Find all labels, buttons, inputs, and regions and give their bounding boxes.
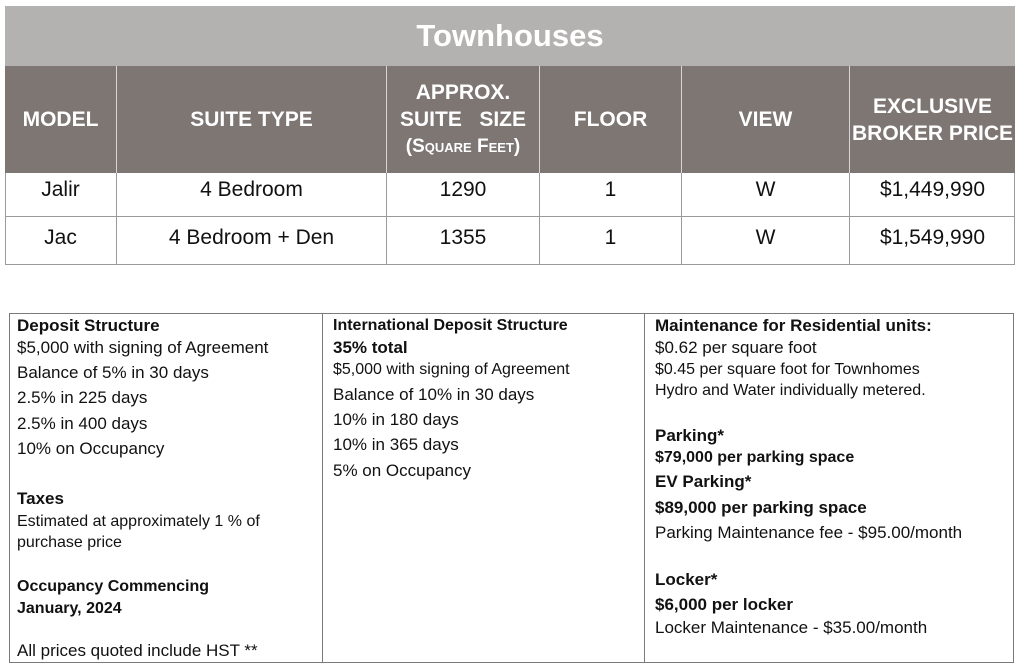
maintenance-text: $0.45 per square foot for Townhomes bbox=[655, 361, 920, 378]
cell-floor: 1 bbox=[604, 226, 617, 249]
deposit-item: Balance of 5% in 30 days bbox=[17, 363, 209, 382]
international-deposit-column bbox=[333, 314, 643, 662]
taxes-text: Estimated at approximately 1 % of bbox=[17, 513, 260, 530]
pricing-table bbox=[5, 6, 1015, 265]
cell-view: W bbox=[755, 226, 776, 249]
deposit-structure-column bbox=[17, 314, 317, 662]
header-view: VIEW bbox=[738, 108, 793, 131]
taxes-text: purchase price bbox=[17, 534, 122, 551]
deposit-item: 10% on Occupancy bbox=[17, 439, 165, 458]
header-suite-size-line1: APPROX. bbox=[415, 81, 511, 104]
international-item: 10% in 365 days bbox=[333, 435, 459, 454]
deposit-item: 2.5% in 400 days bbox=[17, 414, 148, 433]
cell-price: $1,449,990 bbox=[879, 178, 986, 201]
row-divider bbox=[5, 216, 1015, 217]
header-suite-type: SUITE TYPE bbox=[190, 108, 313, 131]
column-divider bbox=[322, 314, 323, 662]
international-item: 10% in 180 days bbox=[333, 410, 459, 429]
parking-price: $79,000 per parking space bbox=[655, 449, 855, 466]
cell-model: Jalir bbox=[41, 178, 80, 201]
locker-fee: Locker Maintenance - $35.00/month bbox=[655, 618, 928, 637]
parking-fee: Parking Maintenance fee - $95.00/month bbox=[655, 523, 963, 542]
header-price-line1: EXCLUSIVE bbox=[872, 94, 993, 118]
cell-floor: 1 bbox=[604, 178, 617, 201]
maintenance-column bbox=[655, 314, 1010, 662]
occupancy-date: January, 2024 bbox=[17, 600, 122, 617]
table-row bbox=[5, 169, 1015, 217]
row-divider bbox=[5, 264, 1015, 265]
cell-price: $1,549,990 bbox=[879, 226, 986, 249]
cell-suite-type: 4 Bedroom + Den bbox=[168, 226, 335, 249]
header-price-line2: BROKER PRICE bbox=[851, 121, 1014, 145]
deposit-item: $5,000 with signing of Agreement bbox=[17, 338, 269, 357]
info-box bbox=[9, 313, 1014, 663]
table-title: Townhouses bbox=[5, 6, 1015, 66]
international-item: $5,000 with signing of Agreement bbox=[333, 361, 570, 378]
international-item: Balance of 10% in 30 days bbox=[333, 385, 535, 404]
hst-note: All prices quoted include HST ** bbox=[17, 641, 258, 660]
maintenance-text: $0.62 per square foot bbox=[655, 338, 817, 357]
header-price bbox=[850, 66, 1015, 173]
deposit-item: 2.5% in 225 days bbox=[17, 388, 148, 407]
locker-heading: Locker* bbox=[655, 570, 718, 589]
header-suite-size-line3: (Square Feet) bbox=[405, 136, 521, 157]
international-total: 35% total bbox=[333, 338, 408, 357]
cell-model: Jac bbox=[44, 226, 77, 249]
taxes-heading: Taxes bbox=[17, 489, 64, 508]
table-header-row bbox=[5, 66, 1015, 173]
ev-parking-heading: EV Parking* bbox=[655, 472, 752, 491]
cell-size: 1355 bbox=[439, 226, 487, 249]
parking-heading: Parking* bbox=[655, 426, 724, 445]
cell-size: 1290 bbox=[439, 178, 487, 201]
maintenance-heading: Maintenance for Residential units: bbox=[655, 316, 932, 335]
header-model: MODEL bbox=[22, 108, 99, 131]
maintenance-text: Hydro and Water individually metered. bbox=[655, 382, 926, 399]
table-row bbox=[5, 217, 1015, 265]
ev-parking-price: $89,000 per parking space bbox=[655, 498, 867, 517]
occupancy-heading: Occupancy Commencing bbox=[17, 578, 210, 595]
header-suite-size-line2: SUITE SIZE bbox=[399, 108, 527, 131]
deposit-heading: Deposit Structure bbox=[17, 316, 160, 335]
header-floor: FLOOR bbox=[573, 108, 648, 131]
cell-suite-type: 4 Bedroom bbox=[200, 178, 303, 201]
column-divider bbox=[644, 314, 645, 662]
international-heading: International Deposit Structure bbox=[333, 317, 568, 334]
locker-price: $6,000 per locker bbox=[655, 595, 793, 614]
international-item: 5% on Occupancy bbox=[333, 461, 471, 480]
cell-view: W bbox=[755, 178, 776, 201]
header-suite-size bbox=[387, 66, 539, 173]
